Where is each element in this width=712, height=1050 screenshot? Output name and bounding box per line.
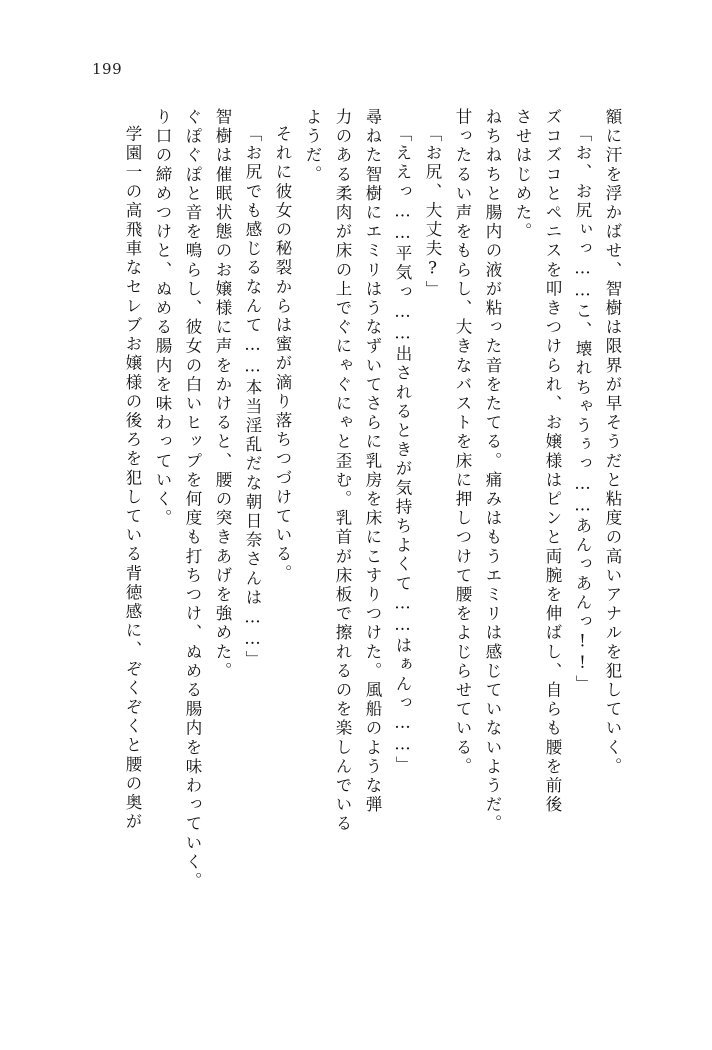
vertical-text-body (58, 108, 620, 983)
text-column: 「お尻でも感じるなんて……本当淫乱だな朝日奈さんは……」 (243, 125, 262, 670)
text-column: ズコズコとペニスを叩きつけられ、お嬢様はピンと両腕を伸ばし、自らも腰を前後 (543, 108, 562, 815)
text-column: ねちねちと腸内の液が粘った音をたてる。痛みはもうエミリは感じていないようだ。 (483, 108, 502, 834)
text-column: 学園一の高飛車なセレブお嬢様の後ろを犯している背徳感に、ぞくぞくと腰の奥が (123, 125, 142, 832)
text-column: 「お、お尻ぃっ……こ、壊れちゃうぅっ……あんっあんっ!!」 (573, 125, 592, 694)
text-column: 智樹は催眠状態のお嬢様に声をかけると、腰の突きあげを強めた。 (213, 108, 232, 681)
text-column: ようだ。 (303, 108, 322, 185)
text-column: り口の締めつけと、ぬめる腸内を味わっていく。 (153, 108, 172, 529)
text-column: 尋ねた智樹にエミリはうなずいてさらに乳房を床にこすりつけた。風船のような弾 (363, 108, 382, 815)
text-column: 「ええっ……平気っ……出されるときが気持ちよくて……はぁんっ……」 (393, 125, 412, 776)
text-column: ぐぽぐぽと音を鳴らし、彼女の白いヒップを何度も打ちつけ、ぬめる腸内を味わっていく。 (183, 108, 202, 892)
text-column: 額に汗を浮かばせ、智樹は限界が早そうだと粘度の高いアナルを犯していく。 (603, 108, 622, 777)
text-column: 甘ったるい声をもらし、大きなバストを床に押しつけて腰をよじらせている。 (453, 108, 472, 777)
text-column: 力のある柔肉が床の上でぐにゃぐにゃと歪む。乳首が床板で擦れるのを楽しんでいる (333, 108, 352, 834)
text-column: 「お尻、大丈夫?」 (423, 125, 442, 300)
page-number: 199 (92, 60, 123, 78)
text-column: させはじめた。 (513, 108, 532, 242)
text-column: それに彼女の秘裂からは蜜が滴り落ちつづけている。 (273, 125, 292, 584)
